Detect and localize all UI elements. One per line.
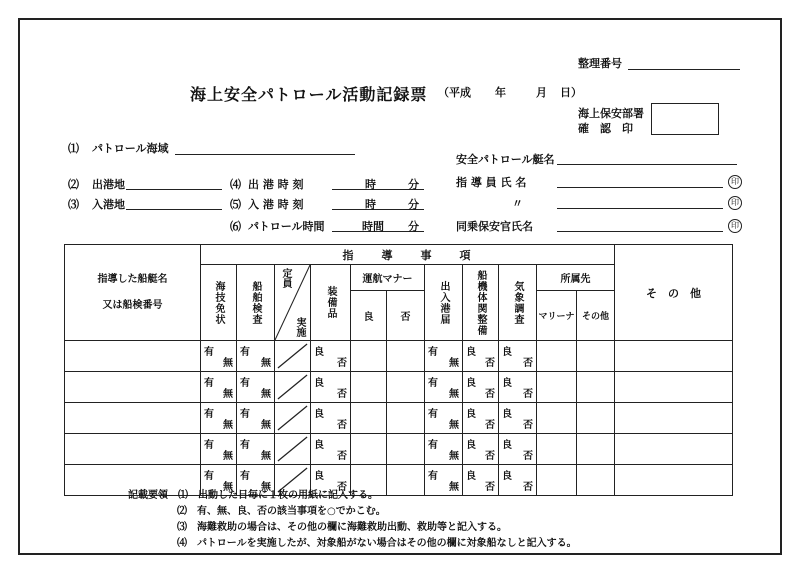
boat-name-cell[interactable] — [65, 434, 201, 465]
patrol-boat-name-label: 安全パトロール艇名 — [456, 153, 555, 166]
instructor-seal-mark: 印 — [728, 175, 742, 189]
manner-good-cell[interactable] — [351, 372, 387, 403]
patrol-duration-label: パトロール時間 — [248, 220, 325, 233]
boat-name-cell[interactable] — [65, 341, 201, 372]
departure-hour-unit: 時 — [365, 178, 376, 191]
inspection-cell[interactable]: 有 無 — [237, 372, 275, 403]
instruction-2: ⑵ 有、無、良、否の該当事項を○でかこむ。 — [177, 506, 386, 517]
ditto-mark: 〃 — [512, 197, 523, 210]
license-cell[interactable]: 有 無 — [201, 372, 237, 403]
inspection-cell[interactable]: 有 無 — [237, 341, 275, 372]
equipment-cell[interactable]: 良 否 — [311, 465, 351, 496]
inspection-header: 船舶検査 — [237, 265, 275, 341]
manner-good-cell[interactable] — [351, 341, 387, 372]
weather-cell[interactable]: 良 否 — [499, 465, 537, 496]
marina-header: マリーナ — [537, 291, 577, 341]
manner-good-header: 良 — [351, 291, 387, 341]
capacity-cell[interactable] — [275, 403, 311, 434]
manner-good-cell[interactable] — [351, 434, 387, 465]
departure-port-field[interactable] — [126, 189, 222, 190]
guidance-header: 指 導 事 項 — [201, 245, 615, 265]
engine-header: 船機体関整備 — [463, 265, 499, 341]
ref-number-field[interactable] — [628, 69, 740, 70]
field-1-number: ⑴ — [68, 142, 79, 155]
inspection-cell[interactable]: 有 無 — [237, 465, 275, 496]
guidance-table — [64, 244, 733, 496]
port-notice-cell[interactable]: 有 無 — [425, 341, 463, 372]
other-affiliation-cell[interactable] — [577, 434, 615, 465]
departure-port-label: 出港地 — [92, 178, 125, 191]
marina-cell[interactable] — [537, 372, 577, 403]
equipment-header: 装備品 — [311, 265, 351, 341]
field-3-number: ⑶ — [68, 198, 79, 211]
instructor-name-field[interactable] — [557, 187, 723, 188]
date-day: 日） — [560, 86, 582, 99]
engine-cell[interactable]: 良 否 — [463, 434, 499, 465]
field-5-number: ⑸ — [230, 198, 241, 211]
ref-number-label: 整理番号 — [578, 57, 622, 70]
equipment-cell[interactable]: 良 否 — [311, 372, 351, 403]
equipment-cell[interactable]: 良 否 — [311, 341, 351, 372]
port-notice-cell[interactable]: 有 無 — [425, 403, 463, 434]
patrol-boat-name-field[interactable] — [557, 164, 737, 165]
port-notice-header: 出入港届 — [425, 265, 463, 341]
date-month: 月 — [536, 86, 547, 99]
coast-guard-stamp-box[interactable] — [651, 103, 719, 135]
manner-bad-cell[interactable] — [387, 372, 425, 403]
capacity-cell[interactable] — [275, 434, 311, 465]
instructor-name-field-2[interactable] — [557, 208, 723, 209]
manner-bad-cell[interactable] — [387, 403, 425, 434]
capacity-header: 定員 実施 — [275, 265, 311, 341]
engine-cell[interactable]: 良 否 — [463, 403, 499, 434]
manner-bad-cell[interactable] — [387, 341, 425, 372]
table-row — [65, 403, 733, 434]
port-notice-cell[interactable]: 有 無 — [425, 434, 463, 465]
affiliation-header: 所属先 — [537, 265, 615, 291]
license-cell[interactable]: 有 無 — [201, 403, 237, 434]
table-row — [65, 372, 733, 403]
boat-header-line1: 指導した船艇名 — [97, 273, 168, 285]
marina-cell[interactable] — [537, 403, 577, 434]
officer-seal-mark: 印 — [728, 219, 742, 233]
equipment-cell[interactable]: 良 否 — [311, 403, 351, 434]
license-cell[interactable]: 有 無 — [201, 434, 237, 465]
duration-hours-unit: 時間 — [362, 220, 384, 233]
form-title: 海上安全パトロール活動記録票 — [190, 85, 428, 104]
license-cell[interactable]: 有 無 — [201, 341, 237, 372]
departure-time-label: 出 港 時 刻 — [248, 178, 304, 191]
date-era: （平成 — [438, 86, 471, 99]
coast-guard-label: 海上保安部署 — [578, 107, 644, 120]
officer-name-label: 同乗保安官氏名 — [456, 220, 533, 233]
boat-name-cell[interactable] — [65, 403, 201, 434]
field-6-number: ⑹ — [230, 220, 241, 233]
arrival-minute-unit: 分 — [408, 198, 419, 211]
instructor-name-label: 指 導 員 氏 名 — [456, 176, 527, 189]
instruction-3: ⑶ 海難救助の場合は、その他の欄に海難救助出動、救助等と記入する。 — [177, 522, 507, 533]
table-row — [65, 434, 733, 465]
remarks-cell[interactable] — [615, 403, 733, 434]
other-affiliation-cell[interactable] — [577, 372, 615, 403]
other-affiliation-cell[interactable] — [577, 465, 615, 496]
weather-cell[interactable]: 良 否 — [499, 372, 537, 403]
other-affiliation-header: その他 — [577, 291, 615, 341]
engine-cell[interactable]: 良 否 — [463, 372, 499, 403]
port-notice-cell[interactable]: 有 無 — [425, 465, 463, 496]
boat-name-cell[interactable] — [65, 372, 201, 403]
boat-header — [65, 245, 201, 341]
duration-minute-unit: 分 — [408, 220, 419, 233]
inspection-cell[interactable]: 有 無 — [237, 434, 275, 465]
license-cell[interactable]: 有 無 — [201, 465, 237, 496]
arrival-time-label: 入 港 時 刻 — [248, 198, 304, 211]
arrival-port-label: 入港地 — [92, 198, 125, 211]
boat-header-line2: 又は船検番号 — [102, 299, 163, 311]
marina-cell[interactable] — [537, 341, 577, 372]
patrol-area-field[interactable] — [175, 154, 355, 155]
patrol-area-label: パトロール海域 — [92, 142, 169, 155]
weather-header: 気象調査 — [499, 265, 537, 341]
officer-name-field[interactable] — [557, 231, 723, 232]
equipment-cell[interactable]: 良 否 — [311, 434, 351, 465]
port-notice-cell[interactable]: 有 無 — [425, 372, 463, 403]
remarks-cell[interactable] — [615, 465, 733, 496]
manner-good-cell[interactable] — [351, 403, 387, 434]
manner-bad-cell[interactable] — [387, 434, 425, 465]
instruction-4: ⑷ パトロールを実施したが、対象船がない場合はその他の欄に対象船なしと記入する。 — [177, 538, 577, 549]
date-year: 年 — [495, 86, 506, 99]
inspection-cell[interactable]: 有 無 — [237, 403, 275, 434]
remarks-cell[interactable] — [615, 434, 733, 465]
marina-cell[interactable] — [537, 434, 577, 465]
weather-cell[interactable]: 良 否 — [499, 341, 537, 372]
weather-cell[interactable]: 良 否 — [499, 434, 537, 465]
field-4-number: ⑷ — [230, 178, 241, 191]
coast-guard-confirm-label: 確 認 印 — [578, 122, 633, 135]
manner-header: 運航マナー — [351, 265, 425, 291]
manner-bad-header: 否 — [387, 291, 425, 341]
engine-cell[interactable]: 良 否 — [463, 465, 499, 496]
instructor-seal-mark-2: 印 — [728, 196, 742, 210]
arrival-hour-unit: 時 — [365, 198, 376, 211]
instructions — [128, 486, 577, 550]
remarks-cell[interactable] — [615, 372, 733, 403]
license-header: 海技免状 — [201, 265, 237, 341]
departure-minute-unit: 分 — [408, 178, 419, 191]
remarks-header: そ の 他 — [615, 245, 733, 341]
capacity-cell[interactable] — [275, 372, 311, 403]
capacity-cell[interactable] — [275, 341, 311, 372]
weather-cell[interactable]: 良 否 — [499, 403, 537, 434]
arrival-port-field[interactable] — [126, 209, 222, 210]
engine-cell[interactable]: 良 否 — [463, 341, 499, 372]
field-2-number: ⑵ — [68, 178, 79, 191]
remarks-cell[interactable] — [615, 341, 733, 372]
table-row — [65, 341, 733, 372]
other-affiliation-cell[interactable] — [577, 403, 615, 434]
other-affiliation-cell[interactable] — [577, 341, 615, 372]
instruction-1: 記載要領 ⑴ 出動した日毎に１枚の用紙に記入する。 — [128, 490, 378, 501]
